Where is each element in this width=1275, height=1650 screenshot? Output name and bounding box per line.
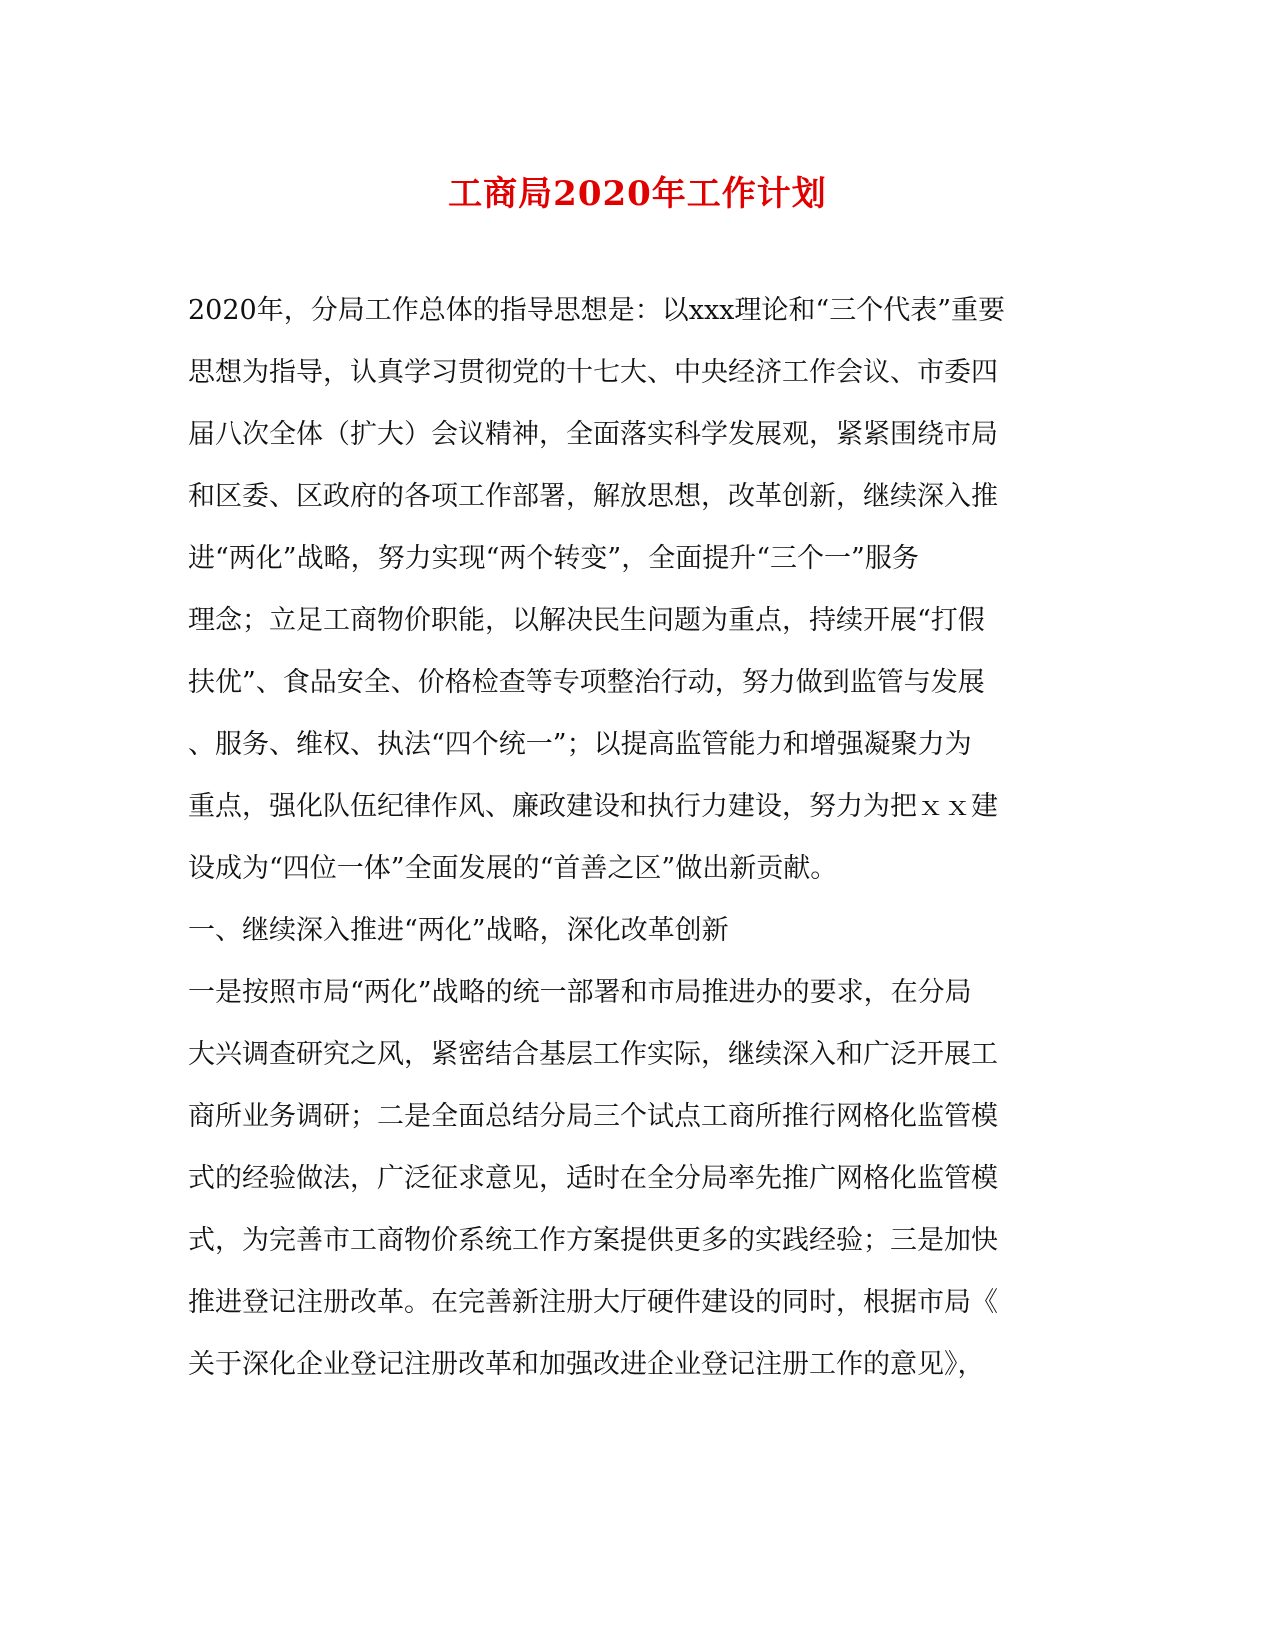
section-heading: 一、继续深入推进“两化”战略，深化改革创新 (188, 915, 729, 946)
body-line: 式的经验做法，广泛征求意见，适时在全分局率先推广网格化监管模 (188, 1163, 998, 1194)
body-line: 扶优”、食品安全、价格检查等专项整治行动，努力做到监管与发展 (188, 667, 985, 698)
body-line: 大兴调查研究之风，紧密结合基层工作实际，继续深入和广泛开展工 (188, 1039, 998, 1070)
body-line: 设成为“四位一体”全面发展的“首善之区”做出新贡献。 (188, 853, 838, 884)
body-line: 关于深化企业登记注册改革和加强改进企业登记注册工作的意见》， (188, 1349, 985, 1380)
body-line: 推进登记注册改革。在完善新注册大厅硬件建设的同时，根据市局《 (188, 1287, 998, 1318)
body-line: 、服务、维权、执法“四个统一”；以提高监管能力和增强凝聚力为 (188, 729, 972, 760)
body-line: 进“两化”战略，努力实现“两个转变”，全面提升“三个一”服务 (188, 543, 919, 574)
body-line: 重点，强化队伍纪律作风、廉政建设和执行力建设，努力为把ｘｘ建 (188, 791, 998, 822)
body-line: 思想为指导，认真学习贯彻党的十七大、中央经济工作会议、市委四 (188, 357, 998, 388)
body-line: 2020年，分局工作总体的指导思想是：以xxx理论和“三个代表”重要 (188, 295, 1005, 326)
document-body (188, 280, 1088, 1396)
document-title: 工商局2020年工作计划 (448, 174, 827, 214)
body-line: 一是按照市局“两化”战略的统一部署和市局推进办的要求，在分局 (188, 977, 972, 1008)
body-line: 式，为完善市工商物价系统工作方案提供更多的实践经验；三是加快 (188, 1225, 998, 1256)
body-line: 商所业务调研；二是全面总结分局三个试点工商所推行网格化监管模 (188, 1101, 998, 1132)
body-line: 理念；立足工商物价职能，以解决民生问题为重点，持续开展“打假 (188, 605, 985, 636)
body-line: 和区委、区政府的各项工作部署，解放思想，改革创新，继续深入推 (188, 481, 998, 512)
body-line: 届八次全体（扩大）会议精神，全面落实科学发展观，紧紧围绕市局 (188, 419, 998, 450)
